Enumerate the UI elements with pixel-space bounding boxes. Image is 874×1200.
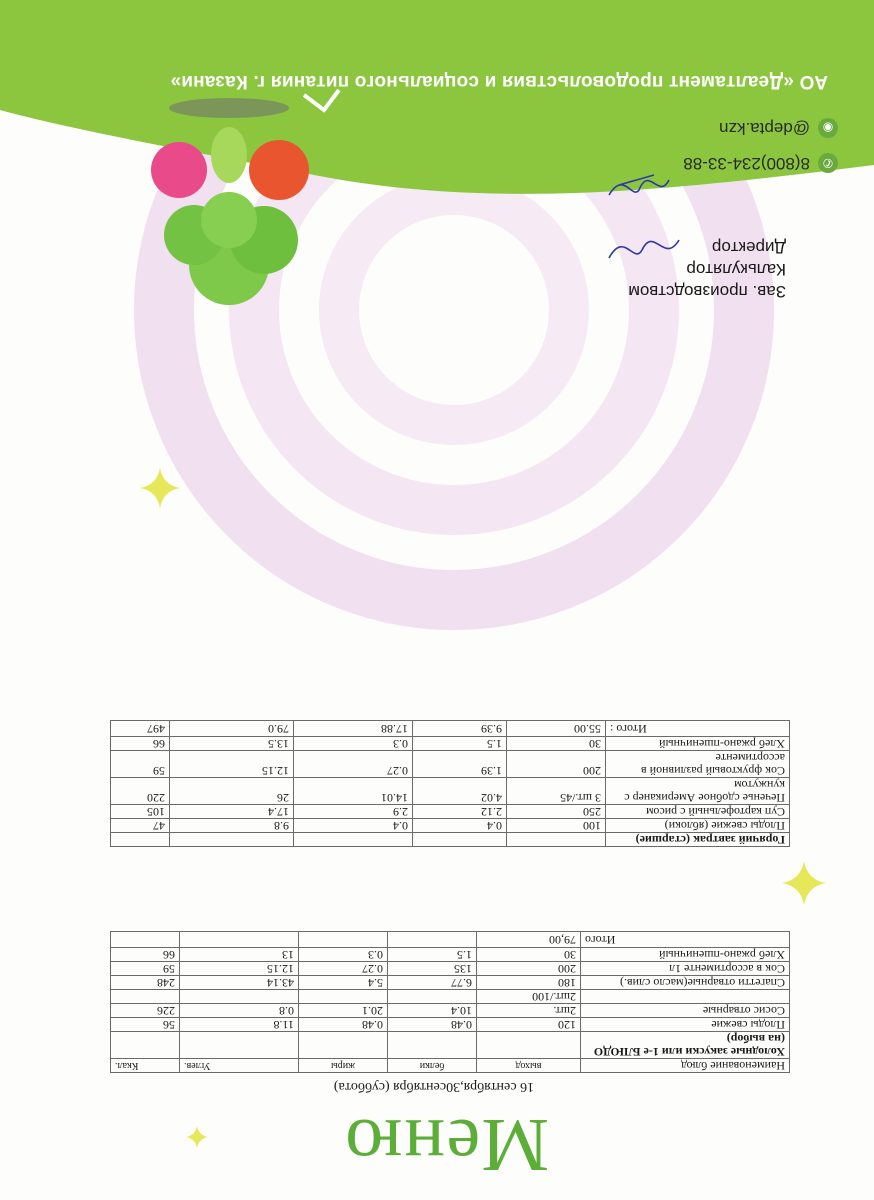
dish-output: 30 (477, 948, 581, 962)
dish-carbs: 43.14 (180, 976, 299, 990)
header-cell: Наименование блюд (581, 1059, 790, 1073)
section-row (111, 833, 790, 847)
table-row (111, 990, 790, 1004)
menu-date: 16 сентября,30сентября (суббота) (333, 1079, 535, 1094)
dish-fat: 2.9 (294, 805, 413, 819)
header-cell: Углев. (180, 1059, 299, 1073)
page-title: Меню (343, 1103, 549, 1187)
dish-output: 2шт. (477, 1004, 581, 1018)
dish-output: 30 (507, 737, 606, 751)
signature-image (604, 160, 674, 205)
dish-name: Суп картофельный с рисом (606, 805, 790, 819)
dish-kcal: 56 (111, 1018, 180, 1032)
dish-protein: 1.5 (413, 737, 507, 751)
dish-output: 120 (477, 1018, 581, 1032)
dish-carbs: 26 (170, 778, 294, 805)
dish-fat: 0.3 (294, 737, 413, 751)
dish-carbs: 12.15 (170, 751, 294, 778)
menu-table-2 (110, 720, 790, 847)
dish-kcal: 59 (111, 751, 170, 778)
total-carbs: 79.0 (170, 721, 294, 737)
dish-fat: 20.1 (299, 1004, 388, 1018)
dish-name: Плоды свежие (яблоки) (606, 819, 790, 833)
dish-kcal: 66 (111, 948, 180, 962)
total-fat: 17.88 (294, 721, 413, 737)
dish-fat: 0.48 (299, 1018, 388, 1032)
dish-kcal: 59 (111, 962, 180, 976)
total-row (111, 932, 790, 948)
instagram-contact (719, 118, 838, 138)
instagram-icon: ◉ (818, 118, 838, 138)
dish-kcal: 220 (111, 778, 170, 805)
table-row (111, 778, 790, 805)
dish-name: Печенье сдобное Американер с кунжутом (606, 778, 790, 805)
table-row (111, 819, 790, 833)
dish-output: 200 (507, 751, 606, 778)
dish-fat: 5.4 (299, 976, 388, 990)
dish-carbs: 9.8 (170, 819, 294, 833)
dish-fat: 0.3 (299, 948, 388, 962)
dish-fat: 0.27 (299, 962, 388, 976)
phone-number: 8(800)234-33-88 (683, 154, 810, 173)
section-label: Холодные закуски или 1-е БЛЮДО (на выбор) (581, 1032, 790, 1059)
dish-protein: 0.4 (413, 819, 507, 833)
table-row (111, 948, 790, 962)
table-row (111, 962, 790, 976)
dish-output: 250 (507, 805, 606, 819)
total-row (111, 721, 790, 737)
phone-contact (683, 153, 838, 173)
table-header-row (111, 1059, 790, 1073)
header-cell: Ккал. (111, 1059, 180, 1073)
table-row (111, 1004, 790, 1018)
dish-carbs: 0.8 (180, 1004, 299, 1018)
dish-fat: 0.4 (294, 819, 413, 833)
table-row (111, 976, 790, 990)
dish-kcal: 66 (111, 737, 170, 751)
dish-carbs: 13.5 (170, 737, 294, 751)
company-name: АО «Деалтамент продовольствия и социального питания г. Казани» (170, 71, 828, 92)
table-row (111, 751, 790, 778)
director-label: Директор (711, 238, 786, 257)
header-cell: жиры (299, 1059, 388, 1073)
header-cell: выход (477, 1059, 581, 1073)
sparkle-icon (782, 861, 826, 905)
table-row (111, 1018, 790, 1032)
dish-carbs (180, 990, 299, 1004)
mascots-illustration (129, 80, 379, 320)
total-label: Итого (581, 932, 790, 948)
header-cell: белки (388, 1059, 477, 1073)
sparkle-icon (186, 1126, 208, 1148)
signature-image (604, 220, 684, 270)
dish-protein: 135 (388, 962, 477, 976)
dish-protein (388, 990, 477, 1004)
dish-output: 200 (477, 962, 581, 976)
dish-output: 100 (507, 819, 606, 833)
dish-name (581, 990, 790, 1004)
dish-name: Сосис отварные (581, 1004, 790, 1018)
dish-name: Спагетти отварные(масло слив.) (581, 976, 790, 990)
total-output: 79,00 (477, 932, 581, 948)
dish-protein: 4.02 (413, 778, 507, 805)
calculator-label: Калькулятор (686, 260, 786, 279)
dish-protein: 2.12 (413, 805, 507, 819)
dish-protein: 0.48 (388, 1018, 477, 1032)
dish-fat: 0.27 (294, 751, 413, 778)
dish-carbs: 13 (180, 948, 299, 962)
total-label: Итого : (606, 721, 790, 737)
dish-output: 180 (477, 976, 581, 990)
dish-name: Сок фруктовый разливной в ассортименте (606, 751, 790, 778)
dish-output: 2шт./100 (477, 990, 581, 1004)
section-row (111, 1032, 790, 1059)
instagram-handle: @depta.kzn (719, 119, 810, 138)
dish-kcal: 248 (111, 976, 180, 990)
section-label: Горячий завтрак (старшие) (606, 833, 790, 847)
dish-protein: 1.5 (388, 948, 477, 962)
sparkle-icon (140, 468, 180, 508)
total-output: 55.00 (507, 721, 606, 737)
dish-protein: 6.77 (388, 976, 477, 990)
total-kcal: 497 (111, 721, 170, 737)
dish-kcal: 47 (111, 819, 170, 833)
dish-name: Хлеб ржано-пшеничный (606, 737, 790, 751)
dish-carbs: 12.15 (180, 962, 299, 976)
menu-table-1 (110, 931, 790, 1073)
dish-output: 3 шт./45 (507, 778, 606, 805)
table-row (111, 737, 790, 751)
dish-protein: 10.4 (388, 1004, 477, 1018)
phone-icon: ✆ (818, 153, 838, 173)
dish-name: Хлеб ржано-пшеничный (581, 948, 790, 962)
dish-carbs: 17.4 (170, 805, 294, 819)
total-protein: 9.39 (413, 721, 507, 737)
table-row (111, 805, 790, 819)
dish-fat: 14.01 (294, 778, 413, 805)
dish-protein: 1.39 (413, 751, 507, 778)
dish-kcal: 105 (111, 805, 170, 819)
dish-fat (299, 990, 388, 1004)
dish-carbs: 11.8 (180, 1018, 299, 1032)
dish-kcal: 226 (111, 1004, 180, 1018)
dish-name: Плоды свежие (581, 1018, 790, 1032)
dish-name: Сок в ассортименте 1л (581, 962, 790, 976)
production-head-label: Зав. производством (628, 282, 786, 301)
dish-kcal (111, 990, 180, 1004)
